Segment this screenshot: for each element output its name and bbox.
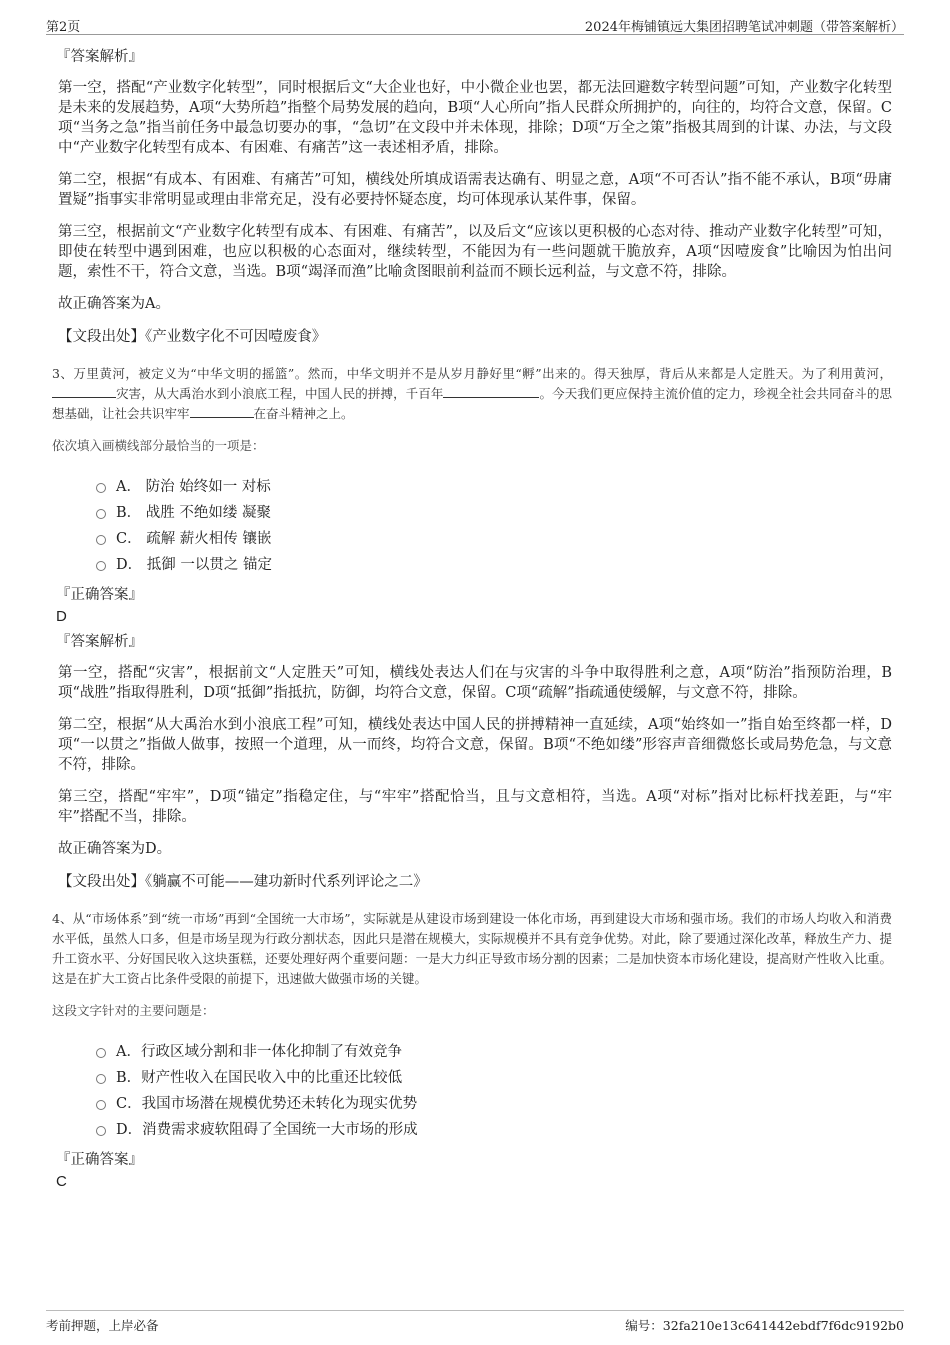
q2-analysis-p3: 第三空，根据前文“产业数字化转型有成本、有困难、有痛苦”，以及后文“应该以更积极的心态对待、推动产业数字化转型”可知，即使在转型中遇到困难，也应以积极的心态面对，继续转型，不能因为有一些问题就干脆放弃，A项“因噎废食”比喻因为怕出问题，索性不干，符合文意，当选。B项“竭泽而渔”比喻贪图眼前利益而不顾长远利益，与文意不符，排除。 [58,224,892,280]
q3-text-d: 在奋斗精神之上。 [253,406,354,421]
q4-answer: C [56,1173,67,1190]
q4-option-d[interactable] [96,1117,892,1143]
q3-analysis-p3: 第三空，搭配“牢牢”，D项“锚定”指稳定住，与“牢牢”搭配恰当，且与文意相符，当选。A项“对标”指对比标杆找差距，与“牢牢”搭配不当，排除。 [58,789,892,825]
q3-source: 【文段出处】《躺赢不可能——建功新时代系列评论之二》 [58,874,428,890]
page-number: 第2页 [46,20,81,35]
q4-option-c[interactable] [96,1091,892,1117]
q3-answer: D [56,608,67,625]
q3-question-text [52,364,892,424]
radio-icon[interactable] [96,1100,106,1110]
q4-option-a-label: A．行政区域分割和非一体化抑制了有效竞争 [116,1044,402,1060]
q2-analysis-p1: 第一空，搭配“产业数字化转型”，同时根据后文“大企业也好，中小微企业也罢，都无法回避数字转型问题”可知，产业数字化转型是未来的发展趋势，A项“大势所趋”指整个局势发展的趋向，B项“人心所向”指人民群众所拥护的，向往的，均符合文意，保留。C项“当务之急”指当前任务中最急切要办的事，“急切”在文段中并未体现，排除；D项“万全之策”指极其周到的计谋、办法，与文段中“产业数字化转型有成本、有困难、有痛苦”这一表述相矛盾，排除。 [58,80,892,156]
q3-correct-label: 『正确答案』 [56,587,143,603]
q3-blank-3 [190,405,254,418]
q2-analysis-label: 『答案解析』 [56,49,143,65]
radio-icon[interactable] [96,1074,106,1084]
q3-conclusion: 故正确答案为D。 [58,841,172,857]
q4-correct-label: 『正确答案』 [56,1152,143,1168]
q4-option-b-label: B．财产性收入在国民收入中的比重还比较低 [116,1070,403,1086]
document-title: 2024年梅铺镇远大集团招聘笔试冲刺题（带答案解析） [584,20,904,35]
q2-source: 【文段出处】《产业数字化不可因噎废食》 [58,329,327,345]
q4-prompt: 这段文字针对的主要问题是： [52,1003,215,1018]
q3-blank-1 [52,385,116,398]
q3-option-a-label: A． 防治 始终如一 对标 [116,479,271,495]
q3-option-c-label: C． 疏解 薪火相传 镶嵌 [116,531,272,547]
q3-analysis-p1: 第一空，搭配“灾害”，根据前文“人定胜天”可知，横线处表达人们在与灾害的斗争中取得胜利之意，A项“防治”指预防治理，B项“战胜”指取得胜利，D项“抵御”指抵抗，防御，均符合文意，保留。C项“疏解”指疏通使缓解，与文意不符，排除。 [58,665,892,701]
radio-icon[interactable] [96,535,106,545]
q4-option-b[interactable] [96,1065,892,1091]
page-header [46,14,904,35]
q3-text-c: 。今天我们更应保持主流价值的定力，珍视全社会共同奋斗的思想基础，让社会共识牢牢 [52,386,892,421]
q3-option-d-label: D． 抵御 一以贯之 锚定 [116,557,272,573]
q2-conclusion: 故正确答案为A。 [58,296,170,312]
page-footer [46,1310,904,1335]
q3-analysis-p2: 第二空，根据“从大禹治水到小浪底工程”可知，横线处表达中国人民的拼搏精神一直延续，A项“始终如一”指自始至终都一样，D项“一以贯之”指做人做事，按照一个道理，从一而终，均符合文意，保留。B项“不绝如缕”形容声音细微悠长或局势危急，与文意不符，排除。 [58,717,892,773]
radio-icon[interactable] [96,509,106,519]
q4-question-text: 4、从“市场体系”到“统一市场”再到“全国统一大市场”，实际就是从建设市场到建设一体化市场，再到建设大市场和强市场。我们的市场人均收入和消费水平低，虽然人口多，但是市场呈现为行政分割状态，因此只是潜在规模大，实际规模并不具有竞争优势。对此，除了要通过深化改革，释放生产力、提升工资水平、分好国民收入这块蛋糕，还要处理好两个重要问题：一是大力纠正导致市场分割的因素；二是加快资本市场化建设，提高财产性收入比重。这是在扩大工资占比条件受限的前提下，迅速做大做强市场的关键。 [52,911,892,986]
radio-icon[interactable] [96,483,106,493]
q3-blank-2 [443,385,539,398]
radio-icon[interactable] [96,561,106,571]
document-id: 编号：32fa210e13c641442ebdf7f6dc9192b0 [625,1318,904,1333]
q4-option-d-label: D．消费需求疲软阻碍了全国统一大市场的形成 [116,1122,418,1138]
q2-analysis-p2: 第二空，根据“有成本、有困难、有痛苦”可知，横线处所填成语需表达确有、明显之意，A项“不可否认”指不能不承认，B项“毋庸置疑”指事实非常明显或理由非常充足，没有必要持怀疑态度，均可体现承认某件事，保留。 [58,172,892,208]
q3-text-b: 灾害，从大禹治水到小浪底工程，中国人民的拼搏，千百年 [116,386,444,401]
q3-option-a[interactable] [96,474,892,500]
q3-option-b-label: B． 战胜 不绝如缕 凝聚 [116,505,271,521]
q4-options [96,1039,892,1143]
q3-analysis-label: 『答案解析』 [56,634,143,650]
footer-slogan: 考前押题，上岸必备 [46,1318,159,1333]
q4-option-a[interactable] [96,1039,892,1065]
q3-prompt: 依次填入画横线部分最恰当的一项是： [52,438,265,453]
q3-options [96,474,892,578]
q4-option-c-label: C．我国市场潜在规模优势还未转化为现实优势 [116,1096,418,1112]
q3-option-d[interactable] [96,552,892,578]
q3-option-c[interactable] [96,526,892,552]
main-content [52,46,892,1196]
radio-icon[interactable] [96,1126,106,1136]
radio-icon[interactable] [96,1048,106,1058]
q3-text-a: 3、万里黄河，被定义为“中华文明的摇篮”。然而，中华文明并不是从岁月静好里“孵”出来的。得天独厚，背后从来都是人定胜天。为了利用黄河， [52,366,892,381]
q3-option-b[interactable] [96,500,892,526]
